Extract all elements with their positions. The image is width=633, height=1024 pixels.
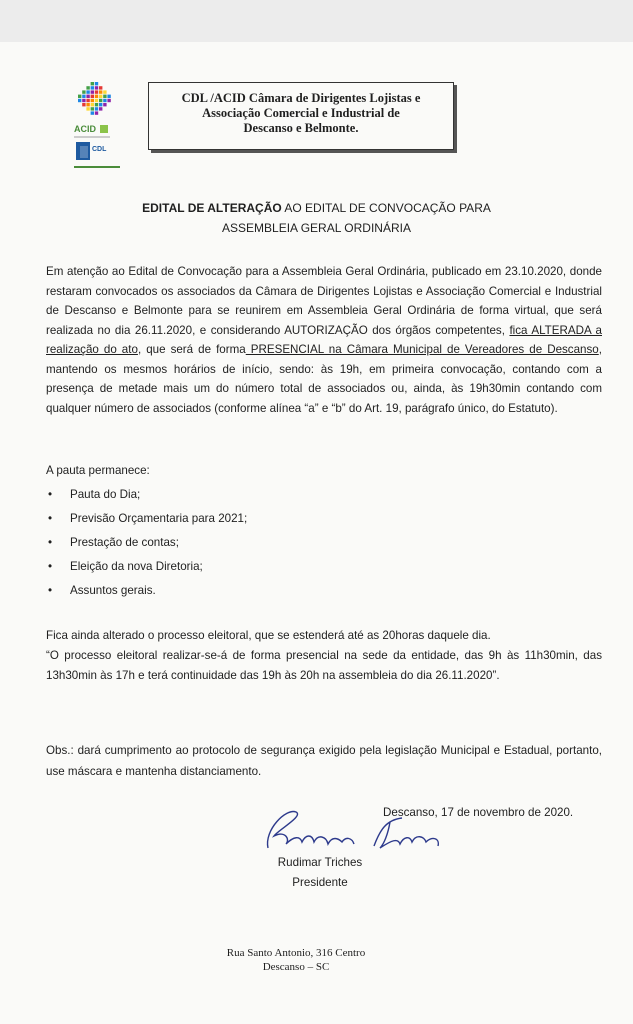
electoral-quote: “O processo eleitoral realizar-se-á de forma presencial na sede da entidade, das 9h às 11h30min, das 13h30min às 17h e terá continuidade das 19h às 20h na assembleia do dia 26.11.2020”. — [46, 649, 602, 682]
list-item: • Pauta do Dia; — [48, 488, 141, 501]
header-line-1: CDL /ACID Câmara de Dirigentes Lojistas e — [181, 91, 421, 105]
list-item: • Eleição da nova Diretoria; — [48, 560, 203, 573]
pauta-list — [46, 485, 247, 605]
underlined-presencial: PRESENCIAL na Câmara Municipal de Vereadores de Descanso — [245, 343, 599, 356]
logo-acid-text: ACID — [74, 124, 96, 134]
list-item: • Assuntos gerais. — [48, 584, 156, 597]
header-line-3: Descanso e Belmonte. — [243, 121, 359, 135]
address-line-1: Rua Santo Antonio, 316 Centro — [226, 947, 366, 959]
obs-paragraph: Obs.: dará cumprimento ao protocolo de segurança exigido pela legislação Municipal e Estadual, portanto, use máscara e mantenha distanciamento. — [46, 744, 602, 778]
footer-address — [196, 946, 396, 974]
signer-name: Rudimar Triches — [277, 856, 363, 869]
underlined-alterada: fica ALTERADA a realização do ato — [46, 323, 602, 356]
title-rest: AO EDITAL DE CONVOCAÇÃO PARA — [281, 201, 491, 215]
address-line-2: Descanso – SC — [262, 961, 330, 973]
header-line-2: Associação Comercial e Industrial de — [202, 106, 400, 120]
title-line-2: ASSEMBLEIA GERAL ORDINÁRIA — [222, 221, 411, 235]
main-paragraph — [46, 262, 602, 418]
document-title — [40, 198, 593, 238]
top-bar — [0, 0, 633, 42]
list-item: • Previsão Orçamentaria para 2021; — [48, 512, 248, 525]
logo-cdl-text: CDL — [92, 146, 107, 153]
paragraph-text-a: Em atenção ao Edital de Convocação para a Assembleia Geral Ordinária, publicado em 23.10.2020, donde restaram convocados os associados da Câmara de Dirigentes Lojistas e Associação Comercial e Industrial de Descanso e Belmonte para se reunirem em Assembleia Geral Ordinária de forma virtual, que será realizada no dia 26.11.2020, e considerando AUTORIZAÇÃO dos órgãos competentes, — [46, 265, 602, 337]
header-box — [148, 82, 454, 150]
signer-role: Presidente — [292, 876, 348, 889]
electoral-paragraph — [46, 626, 602, 686]
paragraph-text-b: , que será de forma — [137, 343, 246, 356]
date-line: Descanso, 17 de novembro de 2020. — [383, 806, 574, 819]
list-item: • Prestação de contas; — [48, 536, 179, 549]
electoral-line: Fica ainda alterado o processo eleitoral, que se estenderá até as 20horas daquele dia. — [46, 629, 491, 642]
pauta-label: A pauta permanece: — [46, 464, 150, 477]
signer-block — [275, 853, 365, 893]
title-bold: EDITAL DE ALTERAÇÃO — [142, 201, 282, 215]
acid-cdl-logo — [70, 80, 126, 172]
paragraph-text-c: , mantendo os mesmos horários de início, sendo: às 19h, em primeira convocação, contando com a presença de metade mais um do número total de associados ou, ainda, às 19h30min contando com qualquer número de associados (conforme alínea “a” e “b” do Art. 19, parágrafo único, do Estatuto). — [46, 343, 602, 415]
